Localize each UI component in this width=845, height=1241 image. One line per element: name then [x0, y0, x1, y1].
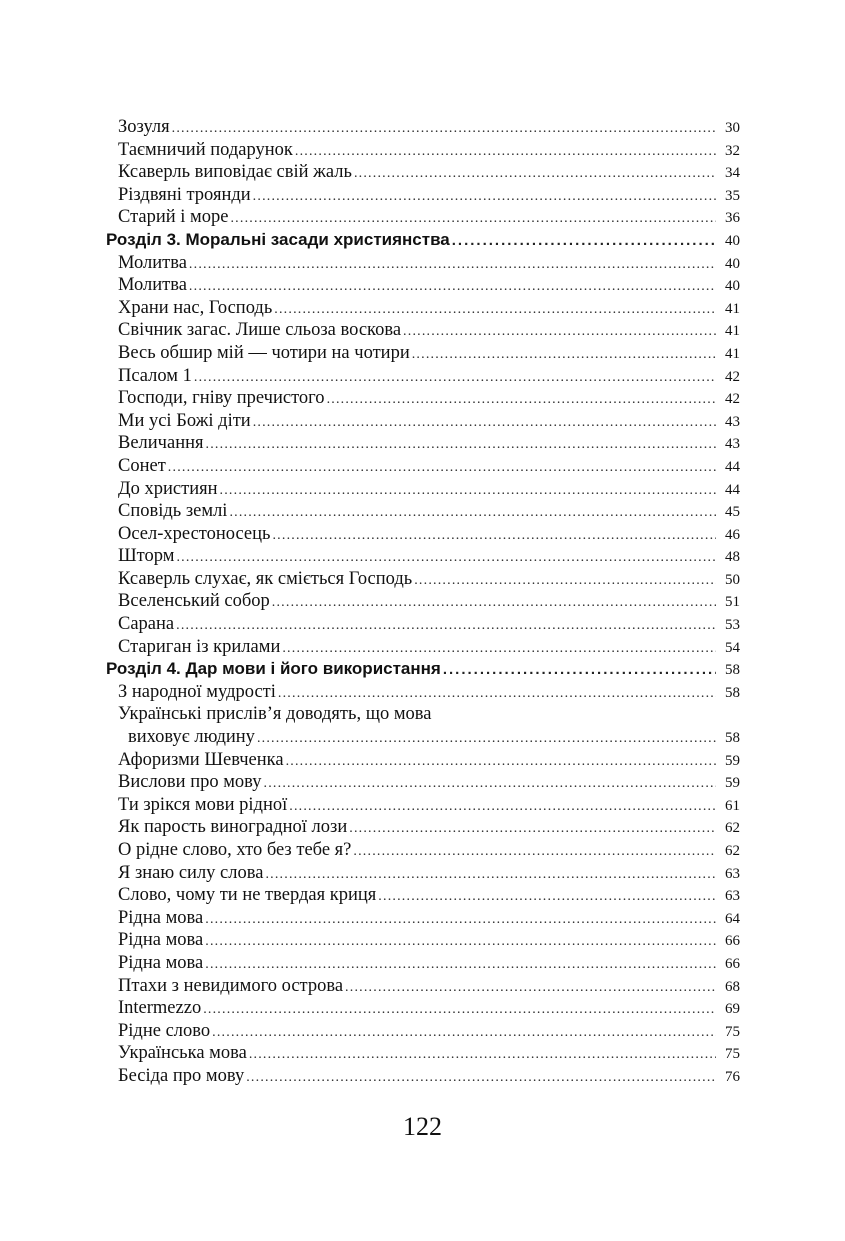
- toc-entry-page: 75: [725, 1046, 740, 1063]
- dot-leader: [286, 751, 716, 774]
- toc-entry-page: 66: [725, 955, 740, 972]
- toc-section-heading: [106, 229, 740, 252]
- toc-entry-title: Молитва: [118, 252, 187, 273]
- toc-entry: [106, 206, 740, 229]
- toc-entry-title: Слово, чому ти не твердая криця: [118, 885, 377, 906]
- toc-entry-page: 63: [725, 865, 740, 882]
- toc-entry-page: 34: [725, 165, 740, 182]
- toc-entry-page: 58: [725, 730, 740, 747]
- dot-leader: [349, 818, 716, 841]
- toc-entry-page: 62: [725, 820, 740, 837]
- toc-entry: [106, 749, 740, 772]
- dot-leader: [220, 480, 716, 503]
- toc-entry-page: 42: [725, 391, 740, 408]
- toc-entry-page: 63: [725, 888, 740, 905]
- toc-entry: [106, 590, 740, 613]
- toc-entry-title: Стариган із крилами: [118, 636, 281, 657]
- toc-entry: [106, 252, 740, 275]
- page-number: 122: [403, 1112, 442, 1141]
- toc-entry-title: Рідна мова: [118, 907, 204, 928]
- toc-entry-page: 30: [725, 120, 740, 136]
- dot-leader: [345, 977, 716, 1000]
- toc-entry-page: 40: [725, 232, 740, 249]
- toc-entry: [106, 1042, 740, 1065]
- toc-entry-title: Ксаверль слухає, як сміється Господь: [118, 568, 413, 589]
- toc-entry-page: 44: [725, 481, 740, 498]
- toc-entry-title: Різдвяні троянди: [118, 184, 251, 205]
- toc-section-heading: [106, 658, 740, 681]
- toc-entry-title: Рідне слово: [118, 1020, 211, 1041]
- toc-entry-title: Як парость виноградної лози: [118, 817, 348, 838]
- toc-entry-page: 68: [725, 978, 740, 995]
- toc-entry-title: Вислови про мову: [118, 772, 262, 793]
- toc-entry-title: Осел-хрестоносець: [118, 523, 271, 544]
- toc-entry-title: Старий і море: [118, 207, 229, 228]
- toc-entry-page: 45: [725, 504, 740, 521]
- toc-entry-title: Розділ 3. Моральні засади християнства: [106, 229, 450, 249]
- toc-entry-page: 64: [725, 910, 740, 927]
- dot-leader: [203, 999, 716, 1022]
- toc-entry-page: 61: [725, 797, 740, 814]
- dot-leader: [353, 841, 716, 864]
- toc-entry-title: Молитва: [118, 275, 187, 296]
- toc-entry-title: Intermezzo: [118, 998, 202, 1019]
- toc-entry: [106, 952, 740, 975]
- toc-entry-title: Птахи з невидимого острова: [118, 975, 344, 996]
- toc-entry: [106, 432, 740, 455]
- toc-entry-title: Таємничий подарунок: [118, 139, 293, 160]
- toc-entry: [106, 975, 740, 998]
- dot-leader: [194, 367, 716, 390]
- toc-entry: [106, 907, 740, 930]
- dot-leader: [289, 796, 716, 819]
- dot-leader: [278, 683, 716, 706]
- dot-leader: [274, 299, 716, 322]
- toc-entry: [106, 884, 740, 907]
- toc-entry-title: Храни нас, Господь: [118, 297, 273, 318]
- dot-leader: [205, 909, 716, 932]
- dot-leader: [212, 1022, 716, 1045]
- table-of-contents: [106, 116, 740, 1088]
- dot-leader: [205, 954, 716, 977]
- toc-entry-title: Афоризми Шевченка: [118, 749, 284, 770]
- toc-entry-title: Ми усі Божі діти: [118, 410, 251, 431]
- toc-entry-title: Зозуля: [118, 117, 170, 137]
- toc-entry-title: Сонет: [118, 455, 166, 476]
- dot-leader: [272, 592, 716, 615]
- dot-leader: [253, 412, 716, 435]
- dot-leader: [205, 931, 716, 954]
- toc-entry: [106, 139, 740, 162]
- toc-entry-page: 41: [725, 345, 740, 362]
- toc-entry: [106, 387, 740, 410]
- toc-entry-page: 46: [725, 526, 740, 543]
- toc-entry: [106, 410, 740, 433]
- toc-entry-title: Шторм: [118, 546, 175, 567]
- toc-entry-page: 32: [725, 142, 740, 159]
- dot-leader: [378, 886, 716, 909]
- toc-entry: [106, 1065, 740, 1088]
- toc-entry-title: Господи, гніву пречистого: [118, 388, 325, 409]
- toc-entry: [106, 500, 740, 523]
- toc-entry-title: Сповідь землі: [118, 501, 228, 522]
- toc-entry-title: О рідне слово, хто без тебе я?: [118, 840, 352, 860]
- toc-entry-title: Вселенський собор: [118, 591, 270, 612]
- toc-entry-page: 62: [725, 843, 740, 859]
- dot-leader: [246, 1067, 716, 1090]
- toc-entry: [106, 365, 740, 388]
- toc-entry-page: 41: [725, 300, 740, 317]
- toc-entry-title: Ти зрікся мови рідної: [118, 794, 288, 815]
- toc-entry: [106, 545, 740, 568]
- toc-entry: [106, 455, 740, 478]
- toc-entry: [106, 681, 740, 704]
- toc-entry: [106, 478, 740, 501]
- toc-entry-title: Українські прислів’я доводять, що мова: [118, 704, 432, 725]
- dot-leader: [327, 389, 716, 412]
- toc-entry-title: виховує людину: [128, 727, 255, 748]
- dot-leader: [403, 321, 716, 344]
- toc-entry: [106, 1020, 740, 1043]
- dot-leader: [443, 659, 716, 682]
- toc-entry-page: 50: [725, 571, 740, 588]
- dot-leader: [176, 615, 716, 638]
- toc-entry: [106, 116, 740, 139]
- toc-entry: [106, 703, 740, 726]
- toc-entry: [106, 816, 740, 839]
- dot-leader: [452, 230, 716, 253]
- toc-entry-page: 66: [725, 933, 740, 950]
- dot-leader: [295, 141, 716, 164]
- dot-leader: [354, 163, 716, 186]
- toc-entry: [106, 161, 740, 184]
- toc-entry: [106, 184, 740, 207]
- dot-leader: [172, 118, 716, 141]
- toc-entry-title: Псалом 1: [118, 365, 192, 386]
- toc-entry-page: 41: [725, 323, 740, 340]
- dot-leader: [264, 773, 716, 796]
- toc-entry-page: 51: [725, 594, 740, 611]
- dot-leader: [230, 208, 716, 231]
- toc-entry: [106, 297, 740, 320]
- toc-entry-page: 76: [725, 1068, 740, 1085]
- toc-entry-page: 44: [725, 458, 740, 475]
- toc-entry-title: Українська мова: [118, 1043, 247, 1064]
- toc-entry-page: 40: [725, 255, 740, 272]
- toc-entry: [106, 274, 740, 297]
- toc-entry: [106, 568, 740, 591]
- dot-leader: [189, 276, 716, 299]
- toc-entry-title: До християн: [118, 478, 218, 499]
- toc-entry: [106, 839, 740, 862]
- toc-entry-page: 42: [725, 368, 740, 385]
- toc-entry: [106, 636, 740, 659]
- toc-entry-page: 54: [725, 639, 740, 656]
- toc-entry-page: 58: [725, 684, 740, 701]
- toc-entry: [106, 997, 740, 1020]
- toc-entry: [106, 929, 740, 952]
- toc-entry-page: 59: [725, 752, 740, 769]
- dot-leader: [168, 457, 716, 480]
- toc-entry-title: Я знаю силу слова: [118, 862, 264, 883]
- toc-entry-title: Рідна мова: [118, 930, 204, 951]
- dot-leader: [189, 254, 716, 277]
- toc-entry-page: 36: [725, 210, 740, 227]
- toc-entry-page: 59: [725, 775, 740, 792]
- toc-entry-title: Весь обшир мій — чотири на чотири: [118, 342, 410, 363]
- toc-entry-page: 69: [725, 1001, 740, 1018]
- toc-entry-title: Бесіда про мову: [118, 1065, 245, 1086]
- toc-entry-title: Розділ 4. Дар мови і його використання: [106, 659, 441, 679]
- dot-leader: [272, 525, 716, 548]
- dot-leader: [206, 434, 716, 457]
- toc-entry: [106, 319, 740, 342]
- toc-entry: [106, 613, 740, 636]
- toc-entry-page: 48: [725, 549, 740, 566]
- toc-entry-page: 40: [725, 278, 740, 295]
- toc-entry-title: Свічник загас. Лише сльоза воскова: [118, 320, 402, 341]
- toc-entry: [106, 862, 740, 885]
- dot-leader: [265, 864, 716, 887]
- toc-entry-title: Ксаверль виповідає свій жаль: [118, 162, 352, 183]
- toc-entry: [106, 771, 740, 794]
- toc-entry-page: 35: [725, 187, 740, 204]
- dot-leader: [249, 1044, 716, 1067]
- toc-entry: [106, 794, 740, 817]
- dot-leader: [282, 638, 716, 661]
- toc-entry-title: Сарана: [118, 614, 175, 635]
- toc-entry-page: 58: [725, 662, 740, 679]
- toc-entry-page: 43: [725, 436, 740, 453]
- toc-entry-title: Рідна мова: [118, 952, 204, 973]
- toc-entry: [106, 523, 740, 546]
- toc-entry-title: Величання: [118, 433, 204, 454]
- toc-entry-page: 75: [725, 1023, 740, 1040]
- toc-entry-page: 53: [725, 617, 740, 634]
- dot-leader: [414, 570, 716, 593]
- dot-leader: [412, 344, 716, 367]
- dot-leader: [257, 728, 716, 751]
- toc-entry: [106, 342, 740, 365]
- toc-entry-title: З народної мудрості: [118, 681, 276, 702]
- toc-entry-page: 43: [725, 413, 740, 430]
- dot-leader: [176, 547, 716, 570]
- dot-leader: [253, 186, 716, 209]
- dot-leader: [229, 502, 716, 525]
- toc-entry: [106, 726, 740, 749]
